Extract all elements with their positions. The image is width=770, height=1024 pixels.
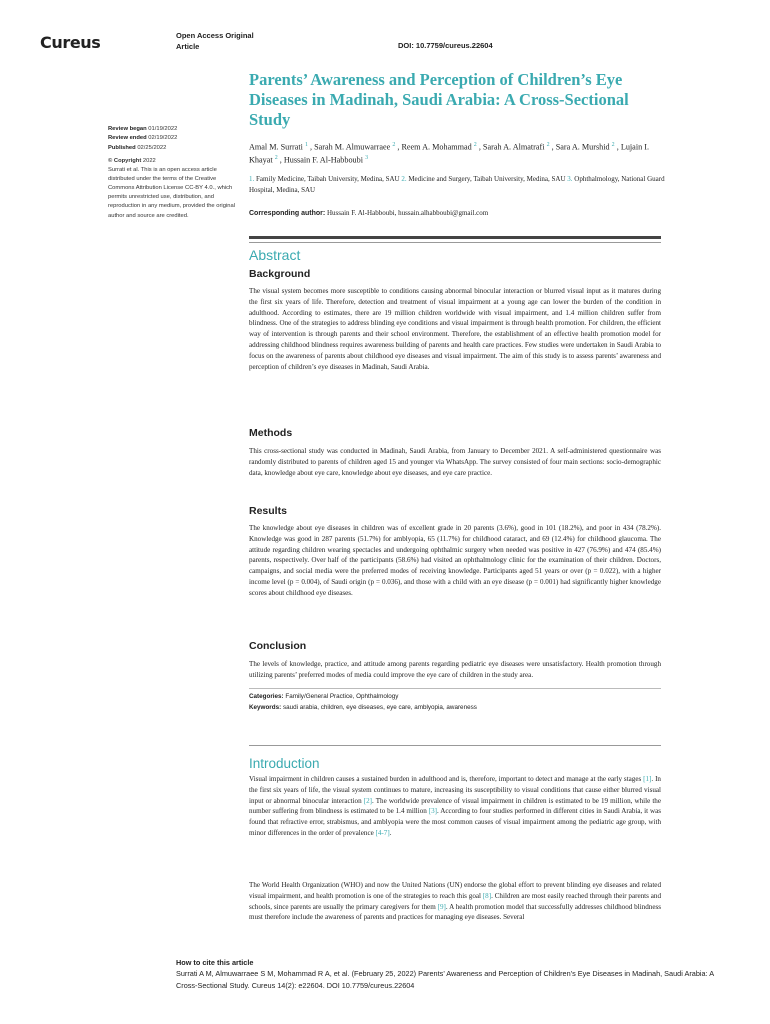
keywords-label: Keywords: xyxy=(249,704,282,711)
introduction-paragraph-2 xyxy=(249,880,661,923)
author[interactable]: Reem A. Mohammad xyxy=(401,142,472,152)
article-type xyxy=(176,30,296,52)
affiliation-number: 2. xyxy=(401,175,407,183)
author-sup: 2 xyxy=(274,155,278,162)
article-title: Parents’ Awareness and Perception of Children’s Eye Diseases in Madinah, Saudi Arabia: A Cross-Sectional Study xyxy=(249,70,629,129)
author-list: Amal M. Surrati $^1$ , Sarah M. Almuwarraee $^2$ , Reem A. Mohammad $^2$ , Sarah A. Almatrafi $^2$ , Sara A. Murshid $^2$ , Lujain I. Khayat $^2$ , Hussain F. Al-Habboubi $^3$ xyxy=(249,142,650,165)
text-run: Visual impairment in children causes a sustained burden in adulthood and is, therefore, important to detect and manage at the early stages xyxy=(249,775,644,783)
corresponding-value[interactable]: Hussain F. Al-Habboubi, hussain.alhabboubi@gmail.com xyxy=(326,209,489,217)
review-dates xyxy=(108,125,236,153)
reference-link[interactable]: [8] xyxy=(482,891,492,900)
article-type-line1: Open Access Original xyxy=(176,31,254,40)
review-began-label: Review began xyxy=(108,126,147,132)
introduction-paragraph-1 xyxy=(249,774,661,839)
corresponding-author xyxy=(249,209,669,217)
keywords-value: saudi arabia, children, eye diseases, eye care, amblyopia, awareness xyxy=(282,704,477,711)
copyright-block xyxy=(108,157,238,221)
author[interactable]: Sarah A. Almatrafi xyxy=(482,142,545,152)
divider xyxy=(249,745,661,746)
keywords xyxy=(249,703,661,714)
text-run: . The worldwide prevalence of visual impairment in children is estimated to be 19 million, while the number suffering from blindness is estimated to be 1.4 million xyxy=(249,796,661,816)
affiliation-number: 3. xyxy=(567,175,573,183)
introduction-heading: Introduction xyxy=(249,756,320,771)
author-sup: 2 xyxy=(546,142,550,148)
affiliation: Family Medicine, Taibah University, Medina, SAU xyxy=(256,175,400,183)
doi[interactable]: DOI: 10.7759/cureus.22604 xyxy=(398,41,493,50)
text-run: . Children are most easily reached through their parents and schools, since parents are usually the primary caregivers for them xyxy=(249,891,661,911)
review-ended-label: Review ended xyxy=(108,135,147,142)
methods-heading: Methods xyxy=(249,427,293,439)
reference-link[interactable]: [2] xyxy=(363,796,373,805)
author[interactable]: Sara A. Murshid xyxy=(555,142,610,152)
author-sup: 2 xyxy=(473,142,477,148)
results-text: The knowledge about eye diseases in children was of excellent grade in 20 parents (3.6%), good in 101 (18.2%), and poor in 434 (78.2%). Knowledge was good in 287 parents (51.7%) for amblyopia, 65 (11.7%) for childhood cataract, and 69 (12.4%) for childhood glaucoma. The attitude regarding children wearing spectacles and undergoing ophthalmic surgery when needed was positive in 427 (76.9%) and 474 (85.4%) parents, respectively. Over half of the participants (58.6%) had visited an ophthalmology clinic for the examination of their children. Doctors, campaigns, and social media were the preferred modes of receiving knowledge. Participants aged 51 years or over (p = 0.022), with a higher income level (p = 0.004), of Saudi origin (p = 0.036), and those with a child with an eye disease (p = 0.001) had significantly higher knowledge scores about childhood eye diseases. xyxy=(249,524,661,597)
divider xyxy=(249,688,661,689)
text-run: . According to four studies performed in different cities in Saudi Arabia, it was found that refractive error, strabismus, and amblyopia were the most common causes of visual impairment among the pediatric age group, with minor differences in the order of prevalence xyxy=(249,807,662,837)
citation-text: Surrati A M, Almuwarraee S M, Mohammad R A, et al. (February 25, 2022) Parents’ Awareness and Perception of Children’s Eye Diseases in Madinah, Saudi Arabia: A Cross-Sectional Study. Cureus 14(2): e22604. DOI 10.7759/cureus.22604 xyxy=(176,969,714,990)
categories-label: Categories: xyxy=(249,693,284,700)
text-run: . In the first six years of life, the visual system continues to mature, increasing its susceptibility to visual conditions that cause either blurred visual input or abnormal binocular interaction xyxy=(249,775,661,805)
affiliations xyxy=(249,174,669,196)
author-sup: 1 xyxy=(304,142,308,148)
reference-link[interactable]: [4-7] xyxy=(375,828,390,837)
author[interactable]: Hussain F. Al-Habboubi xyxy=(283,155,364,165)
published-label: Published xyxy=(108,144,136,151)
text-run: . A health promotion model that successfully addresses childhood blindness must therefore include the awareness of parents and practices for managing eye diseases. Several xyxy=(249,902,661,922)
copyright-text: Surrati et al. This is an open access article distributed under the terms of the Creative Commons Attribution License CC-BY 4.0., which permits unrestricted use, distribution, and reproduction in any medium, provided the original author and source are credited. xyxy=(108,167,235,219)
reference-link[interactable]: [9] xyxy=(437,902,446,911)
review-ended: 02/19/2022 xyxy=(148,135,178,142)
copyright-year: 2022 xyxy=(142,158,156,164)
review-began: 01/19/2022 xyxy=(148,126,178,132)
background-heading: Background xyxy=(249,268,311,280)
divider xyxy=(249,242,661,243)
corresponding-label: Corresponding author: xyxy=(249,210,326,217)
methods-text: This cross-sectional study was conducted in Madinah, Saudi Arabia, from January to December 2021. A self-administered questionnaire was randomly distributed to parents of children aged 15 and younger via WhatsApp. The survey consisted of four main sections: socio-demographic data, knowledge about eye care, knowledge about eye diseases, and eye care practice. xyxy=(249,447,661,477)
author-sup: 2 xyxy=(392,142,396,148)
author[interactable]: Amal M. Surrati xyxy=(249,142,303,152)
affiliation-number: 1. xyxy=(249,175,255,183)
article-type-line2: Article xyxy=(176,42,200,51)
affiliation: Medicine and Surgery, Taibah University, Medina, SAU xyxy=(408,175,566,183)
categories-value: Family/General Practice, Ophthalmology xyxy=(285,693,399,700)
reference-link[interactable]: [3] xyxy=(428,807,437,816)
results-heading: Results xyxy=(249,505,287,517)
background-text: The visual system becomes more susceptible to conditions causing abnormal binocular interaction or blurred visual input as it matures during the first six years of life. Therefore, detection and treatment of visual impairment at a young age can lower the burden of the condition in adulthood. According to estimates, there are 19 million children worldwide with visual impairment, and 1.4 million children suffer from blindness. One of the strategies to address blinding eye conditions and visual impairment is through health promotion. For children, the efficient way of intervention is through parents and their school environment. Therefore, the establishment of an effective health promotion model for addressing childhood blindness requires awareness building of parents and health care practices. Few studies were undertaken in Saudi Arabia to focus on the awareness of parents about childhood eye diseases and visual impairment. The aim of this study is to assess parents’ awareness and perception of children’s eye diseases in Madinah, Saudi Arabia. xyxy=(249,287,661,371)
abstract-heading: Abstract xyxy=(249,247,301,263)
published-date: 02/25/2022 xyxy=(137,144,167,151)
author[interactable]: Sarah M. Almuwarraee xyxy=(314,142,391,152)
affiliation: Ophthalmology, National Guard Hospital, Medina, SAU xyxy=(249,175,665,194)
citation-heading: How to cite this article xyxy=(176,958,254,967)
reference-link[interactable]: [1] xyxy=(643,775,652,783)
copyright-label: © Copyright xyxy=(108,158,142,164)
author-sup: 3 xyxy=(365,155,369,162)
text-run: . xyxy=(389,828,392,837)
divider xyxy=(249,236,661,239)
conclusion-text: The levels of knowledge, practice, and attitude among parents regarding pediatric eye diseases were unsatisfactory. Health promotion through utilizing parents’ preferred modes of media could improve the eye care of children in the study area. xyxy=(249,660,661,679)
author-sup: 2 xyxy=(611,142,615,148)
conclusion-heading: Conclusion xyxy=(249,640,307,652)
journal-logo: Cureus xyxy=(40,33,101,52)
author[interactable]: Lujain I. Khayat xyxy=(249,142,650,165)
categories xyxy=(249,692,661,703)
text-run: The World Health Organization (WHO) and now the United Nations (UN) endorse the global effort to prevent blinding eye diseases and related visual impairment, and health promotion is one of the strategies to reach this goal xyxy=(249,881,661,900)
